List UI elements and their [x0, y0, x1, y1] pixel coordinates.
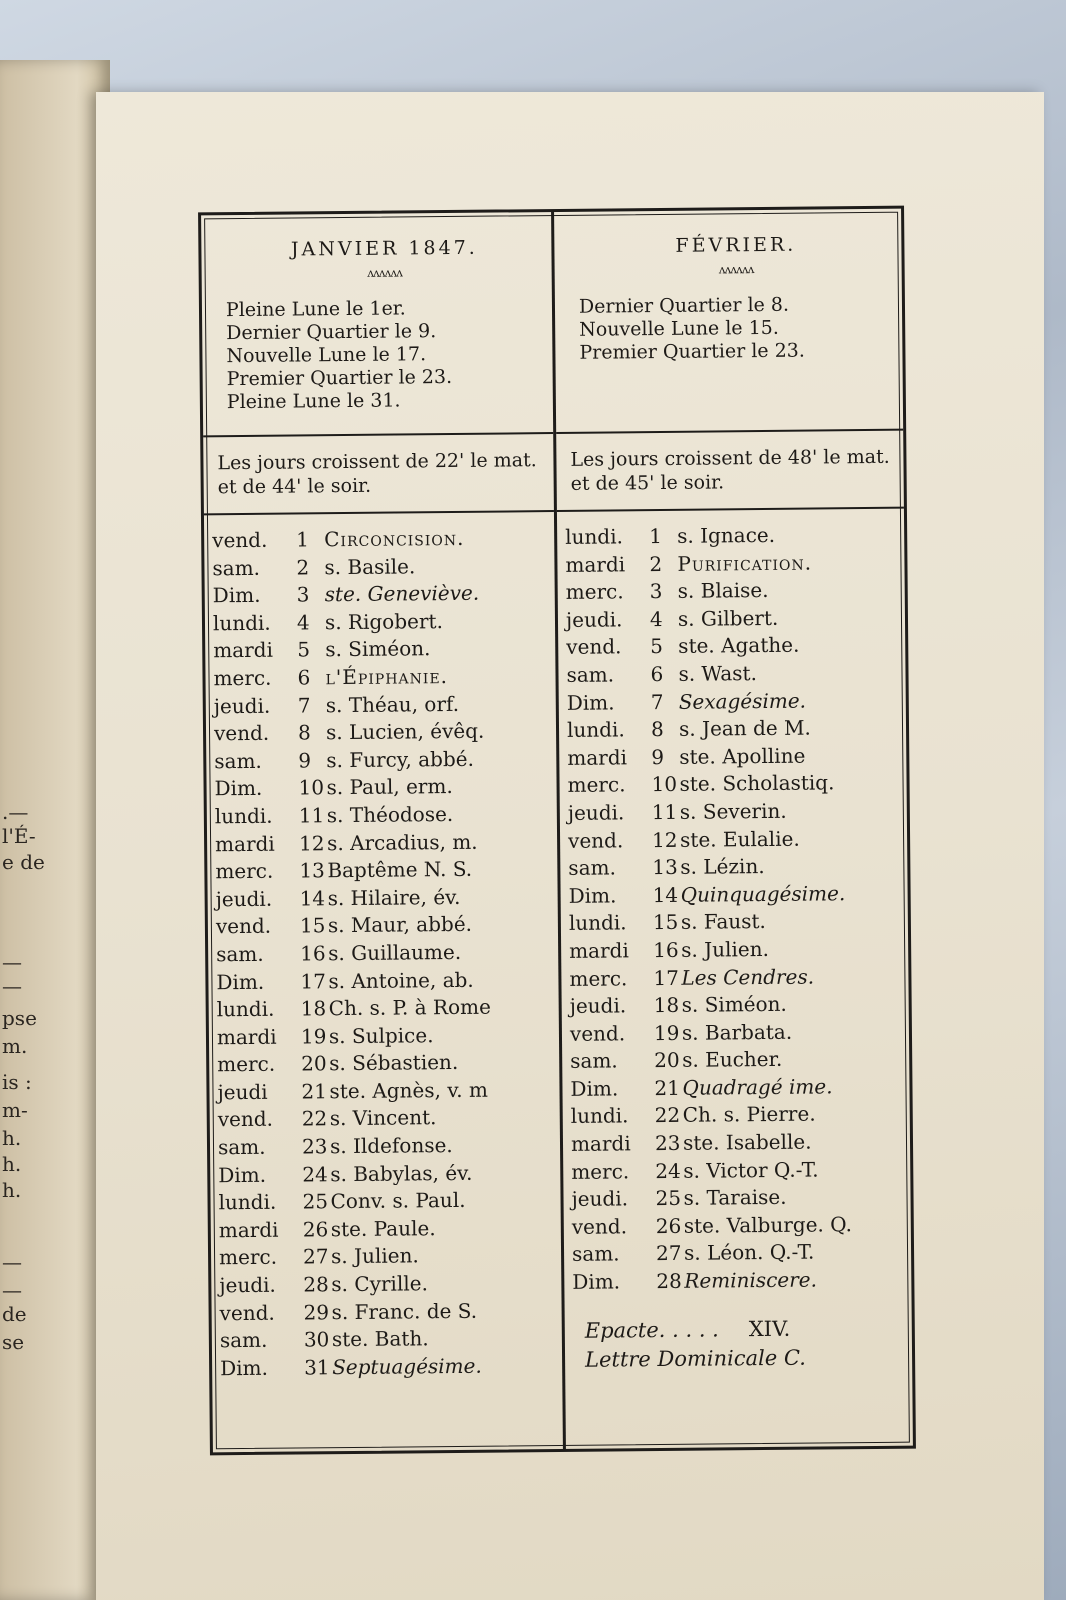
weekday-label: sam. — [216, 941, 264, 967]
weekday-label: Dim. — [220, 1355, 269, 1381]
day-number: 11 — [298, 803, 325, 828]
feast-name: s. Antoine, ab. — [328, 967, 474, 993]
weekday-label: sam. — [570, 1048, 618, 1074]
weekday-label: lundi. — [568, 910, 627, 936]
day-row — [216, 966, 554, 997]
day-number: 9 — [298, 748, 312, 773]
day-number: 30 — [303, 1327, 330, 1352]
weekday-label: vend. — [215, 914, 272, 939]
day-row — [214, 745, 552, 776]
day-row — [218, 1159, 556, 1190]
weekday-label: Dim. — [566, 690, 615, 715]
day-row — [219, 1297, 557, 1328]
calendar-table — [198, 206, 916, 1456]
day-row — [566, 603, 901, 634]
weekday-label: lundi. — [565, 524, 624, 549]
weekday-label: mardi — [569, 938, 629, 963]
calendar-footer — [564, 1293, 912, 1374]
weekday-label: Dim. — [216, 969, 265, 994]
day-number: 27 — [302, 1244, 329, 1269]
day-number: 2 — [296, 554, 310, 580]
day-number: 6 — [650, 661, 664, 687]
feast-name: s. Julien. — [681, 936, 770, 962]
weekday-label: merc. — [571, 1158, 630, 1184]
lettre-dominicale: Lettre Dominicale C. — [584, 1345, 807, 1372]
day-number: 20 — [654, 1048, 680, 1073]
feast-name: s. Basile. — [324, 553, 416, 579]
weekday-label: lundi. — [570, 1103, 629, 1129]
day-row — [571, 1128, 906, 1159]
weekday-label: Dim. — [214, 776, 263, 801]
weekday-label: jeudi. — [219, 1272, 276, 1298]
weekday-label: Dim. — [568, 883, 617, 908]
weekday-label: Dim. — [572, 1269, 621, 1294]
left-page-fragment: — — [2, 1250, 22, 1274]
feast-name: s. Wast. — [678, 661, 758, 686]
feast-name: s. Guillaume. — [328, 939, 462, 966]
weekday-label: vend. — [217, 1107, 274, 1132]
day-row — [565, 521, 900, 552]
day-number: 8 — [650, 717, 664, 742]
day-number: 21 — [301, 1079, 328, 1104]
feast-name: ste. Scholastiq. — [679, 770, 835, 797]
weekday-label: jeudi. — [213, 693, 271, 718]
day-row — [569, 935, 904, 966]
weekday-label: merc. — [215, 858, 274, 884]
day-number: 24 — [655, 1158, 681, 1183]
feast-name: s. Jean de M. — [678, 715, 811, 741]
weekday-label: mardi — [567, 745, 628, 770]
day-row — [214, 717, 552, 748]
weekday-label: merc. — [218, 1245, 278, 1270]
day-number: 28 — [303, 1272, 329, 1297]
feast-name: s. Faust. — [680, 909, 766, 935]
weekday-label: lundi. — [214, 803, 273, 829]
feast-name: ste. Apolline — [679, 743, 806, 769]
day-number: 12 — [298, 830, 325, 856]
left-page-fragment: m. — [2, 1034, 28, 1058]
day-row — [213, 579, 551, 610]
feast-name: Sexagésime. — [678, 688, 807, 714]
left-page-fragment: de — [2, 1302, 27, 1326]
day-row — [567, 769, 902, 800]
left-page-fragment: — — [2, 974, 22, 998]
feast-name: s. Eucher. — [682, 1047, 783, 1073]
left-page-fragment: — — [2, 950, 22, 974]
month-column-fevrier — [551, 209, 913, 1449]
day-row — [570, 1017, 905, 1048]
month-title: JANVIER 1847. — [290, 236, 478, 261]
day-number: 5 — [650, 634, 664, 659]
day-row — [217, 1048, 555, 1079]
moon-phase: Pleine Lune le 31. — [226, 389, 401, 414]
epacte-row — [585, 1313, 912, 1345]
feast-name: ste. Agnès, v. m — [329, 1077, 489, 1104]
weekday-label: jeudi. — [569, 993, 627, 1018]
day-number: 13 — [299, 858, 325, 883]
day-row — [567, 741, 902, 772]
day-number: 14 — [652, 882, 679, 907]
day-number: 22 — [654, 1103, 681, 1128]
weekday-label: merc. — [217, 1051, 276, 1077]
weekday-label: jeudi. — [571, 1186, 629, 1212]
left-page-fragment: h. — [2, 1178, 22, 1202]
day-number: 19 — [653, 1020, 680, 1045]
feast-name: ste. Paule. — [330, 1216, 436, 1242]
day-number: 1 — [296, 527, 310, 552]
weekday-label: mardi — [216, 1024, 277, 1049]
feast-name: Quinquagésime. — [680, 880, 846, 907]
feast-name: s. Lézin. — [680, 854, 765, 879]
day-number: 23 — [654, 1130, 681, 1156]
feast-name: s. Sulpice. — [328, 1022, 434, 1048]
day-number: 18 — [300, 996, 327, 1021]
weekday-label: jeudi. — [215, 886, 273, 911]
day-row — [217, 993, 555, 1024]
feast-name: Purification. — [677, 550, 813, 576]
day-number: 5 — [297, 637, 311, 662]
weekday-label: merc. — [569, 965, 628, 991]
day-number: 27 — [655, 1241, 682, 1266]
moon-phase: Premier Quartier le 23. — [579, 339, 805, 364]
weekday-label: mardi — [565, 551, 626, 577]
flourish-ornament: ʌʌʌʌʌʌ — [718, 262, 754, 277]
feast-name: Conv. s. Paul. — [330, 1188, 466, 1214]
feast-name: s. Léon. Q.-T. — [683, 1239, 815, 1266]
weekday-label: mardi — [214, 831, 275, 856]
day-number: 15 — [652, 910, 679, 935]
left-page-fragment: se — [2, 1330, 25, 1354]
feast-name: s. Ildefonse. — [329, 1133, 453, 1159]
day-number: 8 — [297, 720, 311, 745]
day-row — [571, 1155, 906, 1186]
weekday-label: jeudi. — [565, 607, 623, 632]
day-number: 22 — [301, 1106, 328, 1131]
left-page-fragment: pse — [2, 1006, 37, 1030]
weekday-label: sam. — [219, 1328, 268, 1353]
feast-name: l'Épiphanie. — [325, 664, 449, 690]
day-row — [219, 1241, 557, 1272]
moon-phase: Pleine Lune le 1er. — [225, 297, 406, 322]
feast-name: s. Maur, abbé. — [327, 912, 473, 938]
day-number: 24 — [302, 1161, 328, 1187]
day-row — [568, 797, 903, 828]
day-row — [570, 1073, 905, 1104]
day-number: 6 — [297, 665, 311, 690]
weekday-label: sam. — [212, 555, 261, 580]
day-number: 7 — [650, 689, 664, 714]
weekday-label: vend. — [212, 527, 268, 553]
weekday-label: sam. — [217, 1134, 266, 1160]
left-page-fragment: — — [2, 1278, 22, 1302]
day-row — [213, 607, 551, 638]
weekday-label: vend. — [566, 634, 622, 660]
feast-name: s. Severin. — [679, 798, 787, 824]
month-column-janvier — [201, 212, 563, 1452]
day-row — [216, 883, 554, 914]
left-page-fragment: .— — [2, 800, 29, 824]
weekday-label: Dim. — [212, 583, 261, 608]
weekday-label: merc. — [565, 579, 624, 605]
day-row — [213, 662, 551, 693]
day-row — [218, 1186, 556, 1217]
weekday-label: Dim. — [218, 1162, 267, 1187]
day-row — [568, 824, 903, 855]
weekday-label: lundi. — [216, 996, 275, 1022]
day-row — [572, 1238, 907, 1269]
day-row — [572, 1211, 907, 1242]
weekday-label: mardi — [218, 1217, 279, 1243]
day-row — [214, 690, 552, 721]
day-number: 16 — [653, 937, 679, 962]
flourish-ornament: ʌʌʌʌʌʌ — [367, 265, 403, 280]
feast-name: s. Blaise. — [677, 578, 769, 604]
feast-name: s. Théau, orf. — [325, 691, 460, 717]
day-number: 21 — [654, 1075, 681, 1100]
day-number: 9 — [651, 744, 665, 769]
feast-name: s. Théodose. — [326, 801, 454, 828]
left-page-fragment: h. — [2, 1126, 22, 1150]
day-length-note: Les jours croissent de 48' le mat. et de 45' le soir. — [556, 431, 904, 512]
moon-phase: Nouvelle Lune le 17. — [226, 343, 427, 368]
day-row — [217, 1076, 555, 1107]
feast-name: s. Furcy, abbé. — [326, 746, 474, 772]
moon-phase: Nouvelle Lune le 15. — [579, 316, 779, 341]
feast-name: s. Arcadius, m. — [326, 829, 478, 855]
day-number: 26 — [302, 1217, 329, 1242]
day-number: 3 — [649, 579, 663, 604]
day-row — [569, 962, 904, 993]
feast-name: s. Rigobert. — [324, 608, 443, 634]
weekday-label: merc. — [213, 665, 272, 691]
day-row — [567, 686, 902, 717]
day-row — [217, 1021, 555, 1052]
feast-name: ste. Bath. — [331, 1326, 429, 1352]
feast-name: ste. Valburge. Q. — [683, 1212, 853, 1238]
weekday-label: mardi — [570, 1131, 631, 1156]
day-number: 7 — [297, 692, 311, 718]
feast-name: s. Victor Q.-T. — [683, 1157, 819, 1183]
day-list — [557, 509, 912, 1297]
feast-name: s. Paul, erm. — [326, 774, 453, 800]
day-row — [212, 552, 550, 583]
moon-phase: Premier Quartier le 23. — [226, 365, 453, 391]
weekday-label: sam. — [566, 662, 615, 687]
feast-name: ste. Isabelle. — [682, 1129, 812, 1155]
feast-name: s. Taraise. — [683, 1185, 787, 1211]
day-number: 3 — [296, 582, 310, 607]
day-row — [570, 990, 905, 1021]
day-number: 26 — [655, 1213, 682, 1238]
weekday-label: vend. — [567, 827, 624, 853]
day-number: 17 — [300, 968, 326, 993]
day-number: 11 — [651, 799, 678, 825]
weekday-label: jeudi — [217, 1079, 268, 1105]
weekday-label: Dim. — [570, 1076, 619, 1101]
feast-name: s. Siméon. — [681, 991, 787, 1017]
day-number: 14 — [299, 885, 326, 911]
weekday-label: vend. — [571, 1214, 628, 1239]
day-row — [220, 1324, 558, 1355]
weekday-label: sam. — [571, 1241, 620, 1267]
left-page-fragment: is : — [2, 1070, 32, 1094]
day-row — [571, 1183, 906, 1214]
feast-name: s. Babylas, év. — [330, 1160, 473, 1186]
left-page-fragment: e de — [2, 850, 45, 874]
day-number: 17 — [653, 965, 679, 990]
day-row — [216, 938, 554, 969]
feast-name: Septuagésime. — [332, 1353, 482, 1379]
day-row — [216, 910, 554, 941]
day-number: 10 — [298, 775, 325, 800]
feast-name: Quadragé ime. — [682, 1074, 833, 1100]
left-page-fragment: h. — [2, 1152, 22, 1176]
feast-name: ste. Agathe. — [678, 633, 800, 659]
feast-name: ste. Eulalie. — [679, 826, 800, 852]
feast-name: s. Ignace. — [677, 522, 776, 548]
left-page-edge — [0, 60, 110, 1600]
day-row — [215, 828, 553, 859]
day-row — [215, 855, 553, 886]
weekday-label: vend. — [213, 720, 270, 746]
day-number: 23 — [301, 1134, 328, 1159]
feast-name: Ch. s. Pierre. — [682, 1101, 816, 1128]
month-header — [201, 212, 553, 437]
weekday-label: lundi. — [218, 1189, 277, 1215]
day-row — [569, 907, 904, 938]
day-row — [215, 800, 553, 831]
day-number: 31 — [304, 1355, 330, 1380]
day-row — [568, 852, 903, 883]
day-number: 18 — [653, 992, 680, 1018]
book-page — [96, 92, 1044, 1600]
weekday-label: vend. — [219, 1300, 275, 1325]
feast-name: s. Barbata. — [681, 1019, 793, 1045]
day-number: 1 — [649, 523, 663, 549]
day-number: 15 — [299, 913, 326, 938]
feast-name: Baptême N. S. — [327, 856, 473, 883]
month-title: FÉVRIER. — [675, 233, 797, 257]
feast-name: s. Gilbert. — [677, 605, 779, 631]
day-row — [570, 1045, 905, 1076]
weekday-label: lundi. — [566, 717, 625, 743]
day-number: 13 — [652, 854, 678, 880]
day-row — [572, 1266, 907, 1297]
day-row — [569, 879, 904, 910]
day-number: 25 — [302, 1189, 329, 1214]
left-page-fragment: l'É- — [2, 824, 36, 848]
feast-name: s. Siméon. — [325, 636, 431, 662]
weekday-label: sam. — [214, 748, 262, 774]
epacte-value: XIV. — [748, 1316, 791, 1341]
weekday-label: vend. — [569, 1021, 626, 1046]
weekday-label: merc. — [567, 772, 626, 798]
day-row — [218, 1131, 556, 1162]
day-row — [571, 1100, 906, 1131]
day-row — [212, 524, 550, 555]
feast-name: Ch. s. P. à Rome — [328, 994, 491, 1021]
day-row — [213, 634, 551, 665]
feast-name: s. Franc. de S. — [331, 1298, 478, 1324]
day-number: 2 — [649, 551, 663, 576]
day-row — [214, 772, 552, 803]
feast-name: s. Vincent. — [329, 1105, 437, 1131]
feast-name: s. Hilaire, év. — [327, 884, 461, 910]
left-page-fragment: m- — [2, 1098, 28, 1122]
day-number: 25 — [655, 1186, 682, 1211]
month-header — [554, 209, 903, 434]
day-number: 29 — [303, 1299, 330, 1325]
feast-name: s. Sébastien. — [329, 1050, 459, 1076]
day-row — [220, 1352, 558, 1383]
day-number: 20 — [301, 1051, 327, 1076]
day-row — [565, 548, 900, 579]
day-row — [219, 1214, 557, 1245]
day-row — [566, 576, 901, 607]
day-row — [566, 659, 901, 690]
day-number: 12 — [651, 827, 678, 852]
day-number: 4 — [296, 610, 310, 635]
day-row — [566, 631, 901, 662]
feast-name: Les Cendres. — [681, 964, 815, 990]
day-number: 19 — [300, 1023, 327, 1049]
feast-name: s. Julien. — [330, 1243, 419, 1269]
day-row — [219, 1269, 557, 1300]
feast-name: Reminiscere. — [684, 1267, 818, 1293]
day-list — [204, 512, 562, 1383]
day-number: 4 — [649, 606, 663, 631]
moon-phase: Dernier Quartier le 9. — [226, 320, 437, 345]
feast-name: ste. Geneviève. — [324, 580, 480, 607]
weekday-label: sam. — [568, 855, 616, 881]
moon-phase: Dernier Quartier le 8. — [578, 293, 790, 318]
feast-name: s. Lucien, évêq. — [325, 718, 485, 745]
feast-name: s. Cyrille. — [331, 1271, 428, 1297]
day-number: 28 — [656, 1268, 682, 1294]
weekday-label: jeudi. — [567, 800, 625, 825]
epacte-label: Epacte. . . . . — [584, 1317, 719, 1343]
day-number: 10 — [651, 772, 678, 797]
weekday-label: mardi — [213, 638, 274, 663]
day-number: 16 — [300, 941, 326, 966]
day-length-note: Les jours croissent de 22' le mat. et de 44' le soir. — [203, 434, 554, 515]
feast-name: Circoncision. — [324, 525, 465, 552]
day-row — [567, 714, 902, 745]
weekday-label: lundi. — [212, 610, 271, 636]
day-row — [218, 1103, 556, 1134]
